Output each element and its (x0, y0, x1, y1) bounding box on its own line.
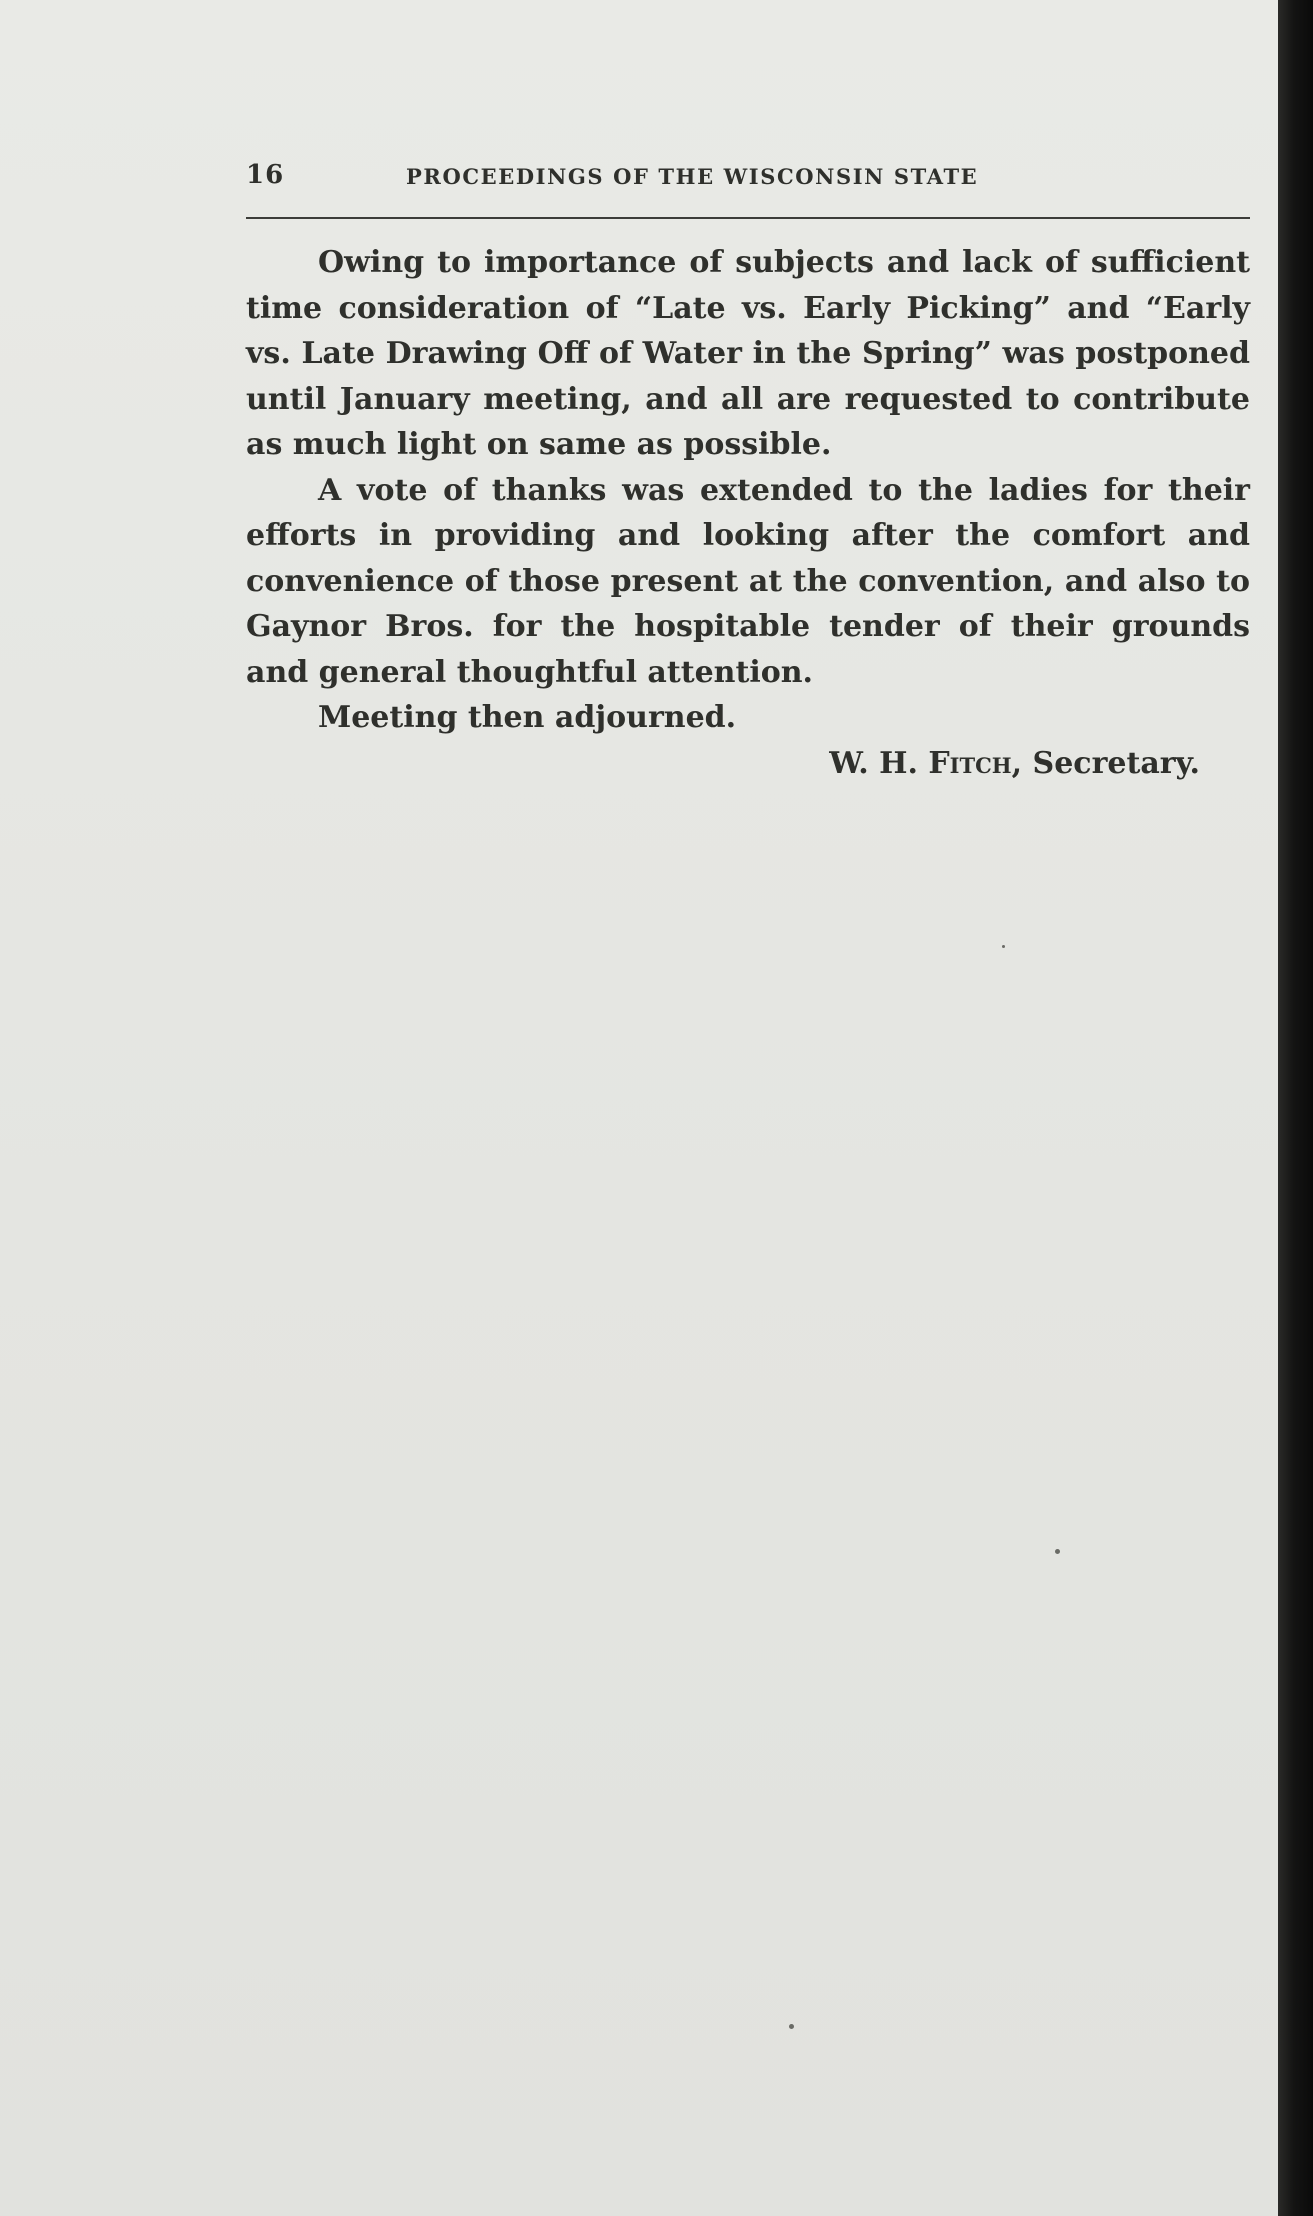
paper-speck (1055, 1549, 1060, 1554)
page-edge-shadow (1278, 0, 1313, 2216)
signature (246, 741, 1250, 787)
running-head: PROCEEDINGS OF THE WISCONSIN STATE (406, 164, 979, 189)
page-number: 16 (246, 160, 285, 190)
header-rule (246, 217, 1250, 219)
signature-initials: W. H. (829, 745, 918, 781)
paragraph: Owing to importance of subjects and lack of sufficient time consideration of “Late vs. Early Picking” and “Early vs. Late Drawing Off of Water in the Spring” was postponed until January meeting, and all are requested to contribute as much light on same as possible. (246, 245, 1250, 462)
signature-name: Fitch (928, 745, 1012, 781)
body-text (246, 240, 1250, 786)
signature-title: , Secretary. (1011, 745, 1200, 781)
paper-speck (789, 2024, 794, 2029)
closing-line: Meeting then adjourned. (318, 700, 737, 735)
paper-speck (1002, 945, 1005, 948)
paragraph: A vote of thanks was extended to the ladies for their efforts in providing and looking after the comfort and convenience of those present at the convention, and also to Gaynor Bros. for the hospitable tender of their grounds and general thoughtful attention. (246, 472, 1250, 690)
page-header (246, 160, 1250, 200)
